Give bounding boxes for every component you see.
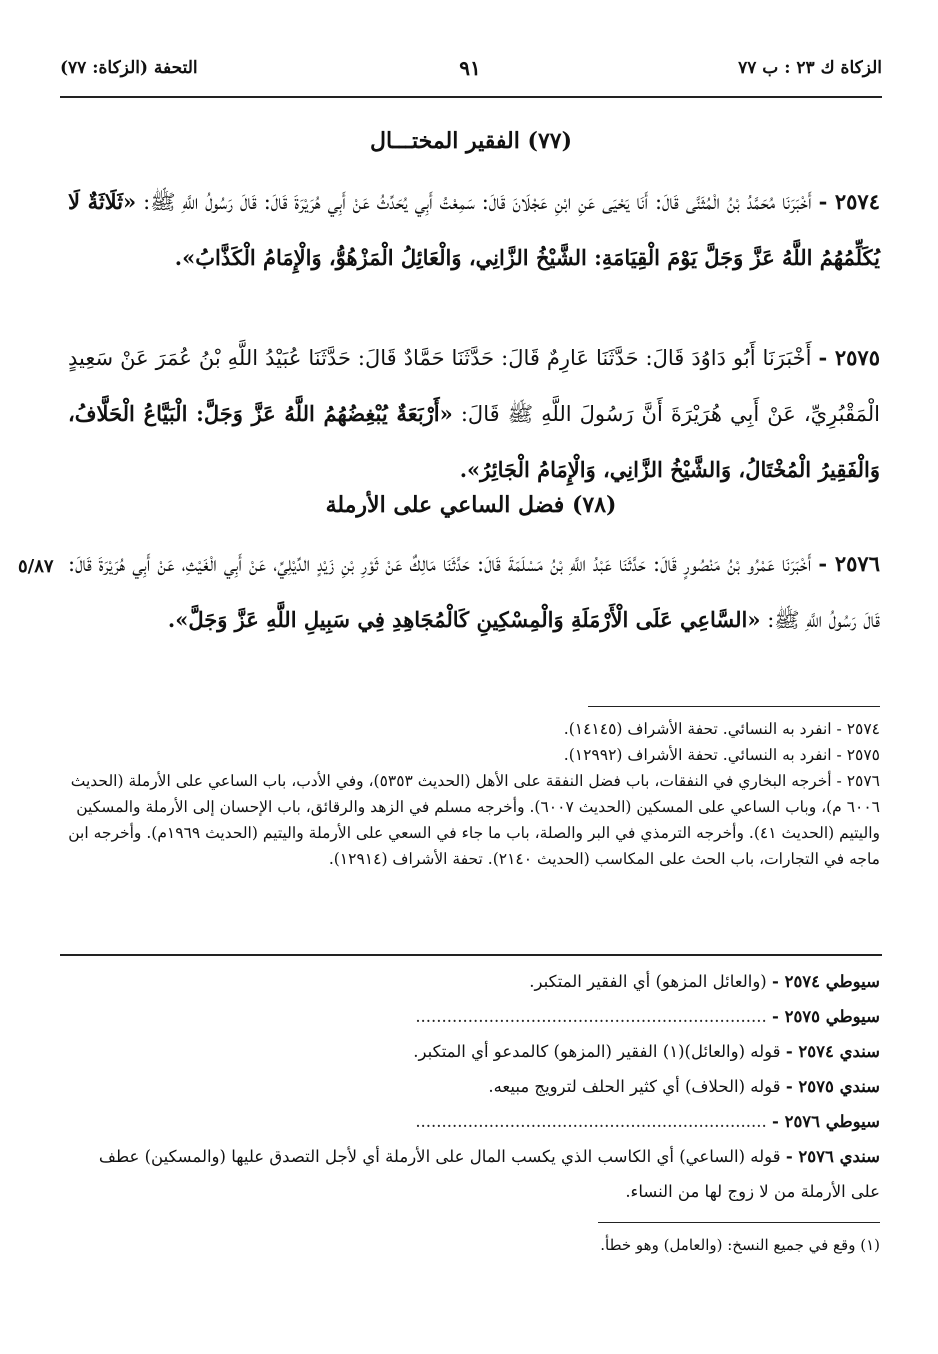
commentary-section [68, 964, 880, 1209]
commentary-text: (والعائل المزهو) أي الفقير المتكبر. [529, 972, 772, 991]
notes-divider [588, 706, 880, 707]
hadith-text: «السَّاعِي عَلَى الْأَرْمَلَةِ وَالْمِسْكِينِ كَالْمُجَاهِدِ فِي سَبِيلِ اللَّهِ عَزَّ وَجَلَّ». [167, 607, 761, 632]
commentary-text: قوله (الحلاف) أي كثير الحلف لترويج مبيعه. [488, 1077, 786, 1096]
commentary-lead: سندي ٢٥٧٦ - [785, 1147, 880, 1166]
hadith-text: «أَرْبَعَةٌ يُبْغِضُهُمُ اللَّهُ عَزَّ وَجَلَّ: الْبَيَّاعُ الْحَلَّافُ، وَالْفَقِيرُ الْمُخْتَالُ، وَالشَّيْخُ الزَّانِي، وَالْإِمَامُ الْجَائِرُ». [68, 401, 880, 482]
margin-reference: ٥/٨٧ [18, 556, 54, 577]
hadith-2575 [68, 330, 880, 498]
commentary-line [68, 964, 880, 999]
takhrij-notes [68, 716, 880, 872]
commentary-line [68, 1034, 880, 1069]
commentary-lead: سندي ٢٥٧٥ - [785, 1077, 880, 1096]
hadith-chain: أَخْبَرَنَا أَبُو دَاوُدَ قَالَ: حَدَّثَنَا عَارِمٌ قَالَ: حَدَّثَنَا حَمَّادٌ قَالَ: حَدَّثَنَا عُبَيْدُ اللَّهِ بْنُ عُمَرَ عَنْ سَعِيدٍ الْمَقْبُرِيِّ، عَنْ أَبِي هُرَيْرَةَ أَنَّ رَسُولَ اللَّهِ ﷺ قَالَ: [68, 346, 881, 426]
takhrij-note: ٢٥٧٤ - انفرد به النسائي. تحفة الأشراف (١٤١٤٥). [563, 720, 880, 738]
hadith-chain: أَخْبَرَنَا مُحَمَّدُ بْنُ الْمُثَنَّى قَالَ: أَنَا يَحْيَى عَنِ ابْنِ عَجْلَانَ قَالَ: سَمِعْتُ أَبِي يُحَدِّثُ عَنْ أَبِي هُرَيْرَةَ قَالَ: قَالَ رَسُولُ اللَّهِ ﷺ: [143, 190, 812, 214]
commentary-dots: ................................................................... [415, 1007, 767, 1026]
commentary-lead: سيوطي ٢٥٧٤ - [771, 972, 880, 991]
page-number: ٩١ [459, 56, 481, 80]
hadith-number: ٢٥٧٥ - [818, 345, 880, 370]
header-book-ref: الزكاة ك ٢٣ : ب ٧٧ [738, 58, 882, 78]
commentary-line [68, 1104, 880, 1139]
commentary-lead: سيوطي ٢٥٧٦ - [771, 1112, 880, 1131]
hadith-2576 [68, 536, 880, 648]
hadith-chain: أَخْبَرَنَا عَمْرُو بْنُ مَنْصُورٍ قَالَ: حَدَّثَنَا عَبْدُ اللَّهِ بْنُ مَسْلَمَةَ قَالَ: حَدَّثَنَا مَالِكٌ عَنْ ثَوْرِ بْنِ زَيْدٍ الدِّيْلِيِّ، عَنْ أَبِي الْغَيْثِ، عَنْ أَبِي هُرَيْرَةَ قَالَ: قَالَ رَسُولُ اللَّهِ ﷺ: [68, 552, 880, 632]
commentary-line [68, 1139, 880, 1209]
takhrij-note: ٢٥٧٥ - انفرد به النسائي. تحفة الأشراف (١٢٩٩٢). [563, 746, 880, 764]
chapter-title-78: (٧٨) فضل الساعي على الأرملة [325, 492, 617, 518]
commentary-line [68, 999, 880, 1034]
page-header [60, 52, 882, 98]
footnote-divider [598, 1222, 880, 1223]
commentary-lead: سيوطي ٢٥٧٥ - [771, 1007, 880, 1026]
takhrij-note: ٢٥٧٦ - أخرجه البخاري في النفقات، باب فضل النفقة على الأهل (الحديث ٥٣٥٣)، وفي الأدب، باب الساعي على الأرملة (الحديث ٦٠٠٦ م)، وباب الساعي على المسكين (الحديث ٦٠٠٧). وأخرجه مسلم في الزهد والرقائق، باب الإحسان إلى الأرملة والمسكين واليتيم (الحديث ٤١). وأخرجه الترمذي في البر والصلة، باب ما جاء في السعي على الأرملة واليتيم (الحديث ١٩٦٩م). وأخرجه ابن ماجه في التجارات، باب الحث على المكاسب (الحديث ٢١٤٠). تحفة الأشراف (١٢٩١٤). [68, 772, 880, 868]
chapter-title-77: (٧٧) الفقير المختـــال [369, 128, 573, 154]
commentary-line [68, 1069, 880, 1104]
commentary-text: قوله (والعائل)(١) الفقير (المزهو) كالمدعو أي المتكبر. [413, 1042, 786, 1061]
hadith-number: ٢٥٧٤ - [818, 189, 880, 214]
commentary-lead: سندي ٢٥٧٤ - [785, 1042, 880, 1061]
commentary-divider [60, 954, 882, 956]
commentary-text: قوله (الساعي) أي الكاسب الذي يكسب المال على الأرملة أي لأجل التصدق عليها (والمسكين) عطف على الأرملة من لا زوج لها من النساء. [98, 1147, 880, 1201]
commentary-dots: ................................................................... [415, 1112, 767, 1131]
footnote: (١) وقع في جميع النسخ: (والعامل) وهو خطأ. [600, 1236, 880, 1254]
hadith-number: ٢٥٧٦ - [818, 551, 880, 576]
hadith-2574 [68, 174, 880, 286]
hadith-text: «ثَلَاثَةٌ لَا يُكَلِّمُهُمُ اللَّهُ عَزَّ وَجَلَّ يَوْمَ الْقِيَامَةِ: الشَّيْخُ الزَّانِي، وَالْعَائِلُ الْمَزْهُوُّ، وَالْإِمَامُ الْكَذَّابُ». [68, 189, 880, 270]
header-tuhfa-ref: التحفة (الزكاة: ٧٧) [60, 58, 198, 78]
